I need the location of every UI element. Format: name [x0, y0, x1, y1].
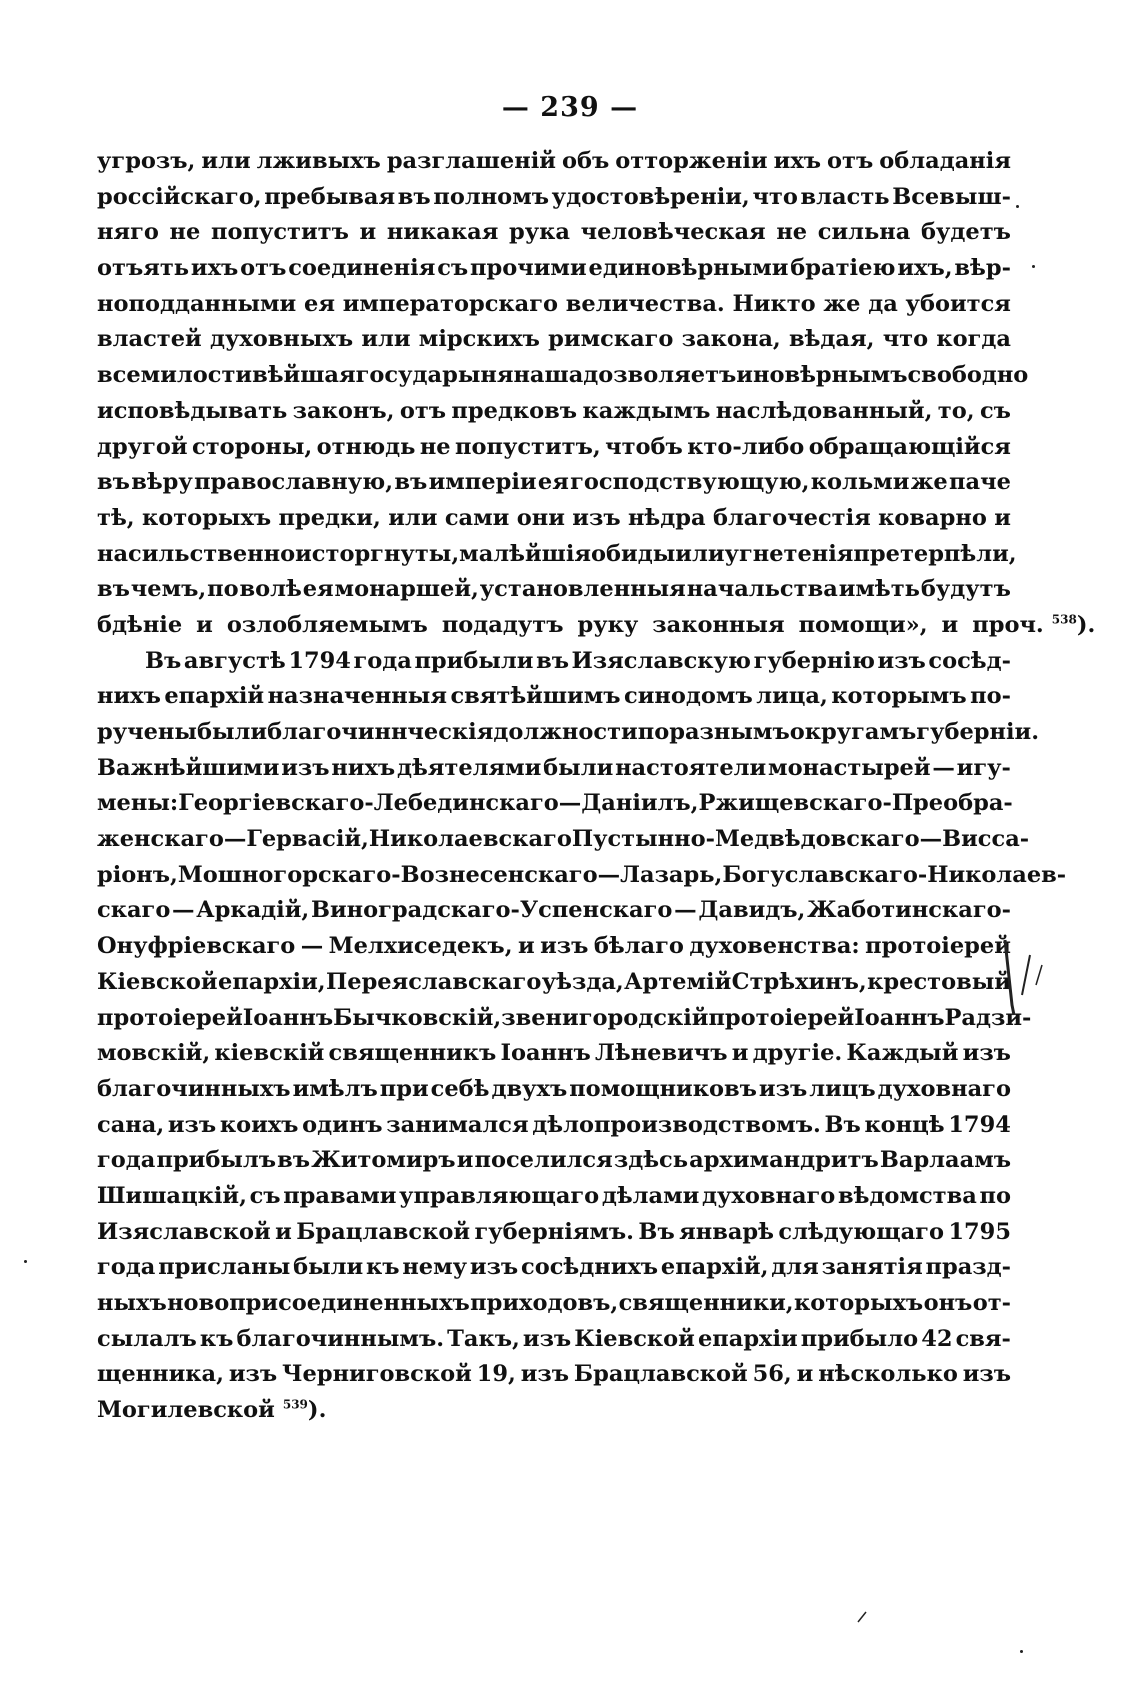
- text-line: скаго — Аркадій, Виноградскаго-Успенскаго — Давидъ, Жаботинскаго-: [97, 897, 1011, 924]
- text-line: въ вѣру православную, въ имперіи ея господствующую, кольми же паче: [97, 469, 1011, 496]
- text-line: Важнѣйшими изъ нихъ дѣятелями были настоятели монастырей — игу-: [97, 754, 1011, 781]
- text-line: щенника, изъ Черниговской 19, изъ Брацлавской 56, и нѣсколько изъ: [97, 1361, 1011, 1388]
- scan-speck: [1016, 205, 1019, 208]
- scan-speck: [1020, 1650, 1023, 1653]
- margin-pen-mark: [856, 1610, 868, 1624]
- text-line: Изяславской и Брацлавской губерніямъ. Въ январѣ слѣдующаго 1795: [97, 1218, 1011, 1245]
- text-line: мены: Георгіевскаго - Лебединскаго — Даніилъ, Ржищевскаго - Преобра-: [97, 790, 1013, 817]
- text-line: ріонъ, Мошногорскаго-Вознесенскаго — Лазарь, Богуславскаго-Николаев-: [97, 861, 1067, 888]
- text-line: россійскаго, пребывая въ полномъ удостовѣреніи, что власть Всевыш-: [97, 183, 1011, 210]
- text-line: нихъ епархій назначенныя святѣйшимъ синодомъ лица, которымъ по-: [97, 683, 1011, 710]
- text-line: благочинныхъ имѣлъ при себѣ двухъ помощниковъ изъ лицъ духовнаго: [97, 1075, 1011, 1102]
- scan-speck: [24, 1260, 27, 1263]
- text-line: угрозъ, или лживыхъ разглашеній объ отторженіи ихъ отъ обладанія: [97, 148, 1011, 174]
- text-line: года присланы были къ нему изъ сосѣднихъ епархій, для занятія празд-: [97, 1254, 1011, 1281]
- text-line: исповѣдывать законъ, отъ предковъ каждымъ наслѣдованный, то, съ: [97, 397, 1011, 424]
- text-line: ноподданными ея императорскаго величества. Никто же да убоится: [97, 290, 1011, 317]
- text-line: ныхъ новоприсоединенныхъ приходовъ, священники, которыхъ онъ от-: [97, 1290, 1011, 1316]
- footnote-ref: 538: [1051, 612, 1077, 627]
- text-line: тѣ, которыхъ предки, или сами они изъ нѣдра благочестія коварно и: [97, 504, 1011, 531]
- text-line: бдѣніе и озлобляемымъ подадутъ руку законныя помощи», и проч. $^{538}$).: [97, 611, 1096, 638]
- page-number: — 239 —: [501, 92, 639, 123]
- text-line: Шишацкій, съ правами управляющаго дѣлами духовнаго вѣдомства по: [97, 1182, 1011, 1209]
- text-line: всемилостивѣйшая государыня наша дозволяетъ иновѣрнымъ свободно: [97, 362, 1029, 389]
- text-line: женскаго — Гервасій, Николаевскаго Пустынно-Медвѣдовскаго — Висса-: [97, 826, 1030, 853]
- text-line: протоіерей Іоаннъ Бычковскій, звенигородскій протоіерей Іоаннъ Радзи-: [97, 1004, 1032, 1031]
- scan-speck: [1032, 265, 1035, 268]
- text-line: няго не попуститъ и никакая рука человѣческая не сильна будетъ: [97, 219, 1011, 246]
- text-line: Кіевской епархіи, Переяславскаго уѣзда, Артемій Стрѣхинъ, крестовый: [97, 968, 1011, 995]
- text-line: Въ августѣ 1794 года прибыли въ Изяславскую губернію изъ сосѣд-: [145, 647, 1011, 674]
- text-line: Онуфріевскаго — Мелхиседекъ, и изъ бѣлаго духовенства: протоіерей: [97, 933, 1011, 960]
- text-line: ручены были благочиннческія должности по разнымъ округамъ губерніи.: [97, 719, 1040, 745]
- text-line: года прибылъ въ Житомиръ и поселился здѣсь архимандритъ Варлаамъ: [97, 1147, 1011, 1174]
- text-line: сана, изъ коихъ одинъ занимался дѣлопроизводствомъ. Въ концѣ 1794: [97, 1111, 1011, 1138]
- text-line: мовскій, кіевскій священникъ Іоаннъ Лѣневичъ и другіе. Каждый изъ: [97, 1040, 1011, 1067]
- text-line: въ чемъ, по волѣ ея монаршей, установленныя начальства имѣть будутъ: [97, 576, 1011, 603]
- text-line: Могилевской $^{539}$).: [97, 1397, 327, 1424]
- margin-pen-mark: [1000, 935, 1060, 1025]
- text-line: властей духовныхъ или мірскихъ римскаго закона, вѣдая, что когда: [97, 326, 1011, 353]
- footnote-ref: 539: [282, 1397, 308, 1412]
- text-line: отъять ихъ отъ соединенія съ прочими единовѣрными братіею ихъ, вѣр-: [97, 255, 1011, 282]
- text-line: сылалъ къ благочиннымъ. Такъ, изъ Кіевской епархіи прибыло 42 свя-: [97, 1325, 1011, 1352]
- text-line: насильственно исторгнуты, малѣйшія обиды или угнетенія претерпѣли,: [97, 540, 1017, 567]
- text-line: другой стороны, отнюдь не попуститъ, чтобъ кто-либо обращающійся: [97, 433, 1011, 460]
- body-text: [97, 144, 1096, 1429]
